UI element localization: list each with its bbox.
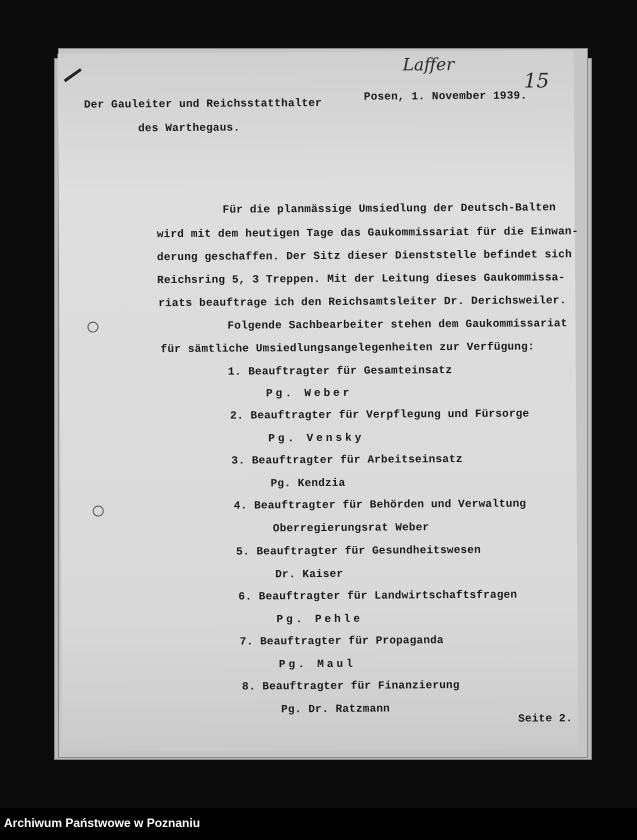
assignment-title: 7. Beauftragter für Propaganda — [239, 635, 444, 649]
assignment-person: Pg. Vensky — [268, 432, 365, 446]
page-number-handwritten: 15 — [523, 68, 550, 93]
body-line: für sämtliche Umsiedlungsangelegenheiten zur Verfügung: — [160, 341, 535, 357]
punch-hole — [87, 322, 98, 333]
handwritten-note: Laffer — [402, 55, 455, 76]
body-line: Folgende Sachbearbeiter stehen dem Gaukommissariat — [227, 318, 568, 333]
assignment-title: 5. Beauftragter für Gesundheitswesen — [236, 544, 481, 559]
archive-label: Archiwum Państwowe w Poznaniu — [4, 816, 201, 830]
assignment-title: 6. Beauftragter für Landwirtschaftsfragen — [238, 589, 518, 604]
assignment-title: 8. Beauftragter für Finanzierung — [241, 680, 460, 694]
body-line: riats beauftrage ich den Reichsamtsleiter Dr. Derichsweiler. — [158, 295, 567, 311]
assignment-person: Dr. Kaiser — [275, 568, 344, 582]
punch-hole — [93, 505, 104, 516]
assignment-title: 3. Beauftragter für Arbeitseinsatz — [231, 453, 463, 468]
place-date: Posen, 1. November 1939. — [363, 90, 528, 104]
assignment-title: 1. Beauftragter für Gesamteinsatz — [227, 365, 453, 379]
assignment-title: 4. Beauftragter für Behörden und Verwaltung — [233, 498, 527, 513]
document-page — [58, 50, 579, 752]
body-line: derung geschaffen. Der Sitz dieser Dienststelle befindet sich — [156, 249, 572, 265]
assignment-person: Pg. Pehle — [276, 613, 363, 627]
pen-mark — [64, 68, 82, 82]
archive-footer — [0, 808, 637, 840]
body-line: wird mit dem heutigen Tage das Gaukommissariat für die Einwan- — [156, 226, 579, 242]
sender-line-1: Der Gauleiter und Reichsstatthalter — [83, 97, 323, 112]
assignment-person: Oberregierungsrat Weber — [272, 522, 430, 536]
assignment-person: Pg. Weber — [265, 387, 353, 401]
assignment-title: 2. Beauftragter für Verpflegung und Fürsorge — [230, 408, 530, 423]
body-line: Für die planmässige Umsiedlung der Deutsch-Balten — [222, 202, 556, 217]
page-footer: Seite 2. — [518, 713, 573, 726]
assignment-person: Pg. Kendzia — [270, 477, 346, 491]
sender-line-2: des Warthegaus. — [138, 122, 241, 136]
assignment-person: Pg. Dr. Ratzmann — [281, 703, 391, 717]
body-line: Reichsring 5, 3 Treppen. Mit der Leitung dieses Gaukommissa- — [157, 272, 566, 288]
assignment-person: Pg. Maul — [278, 658, 356, 672]
